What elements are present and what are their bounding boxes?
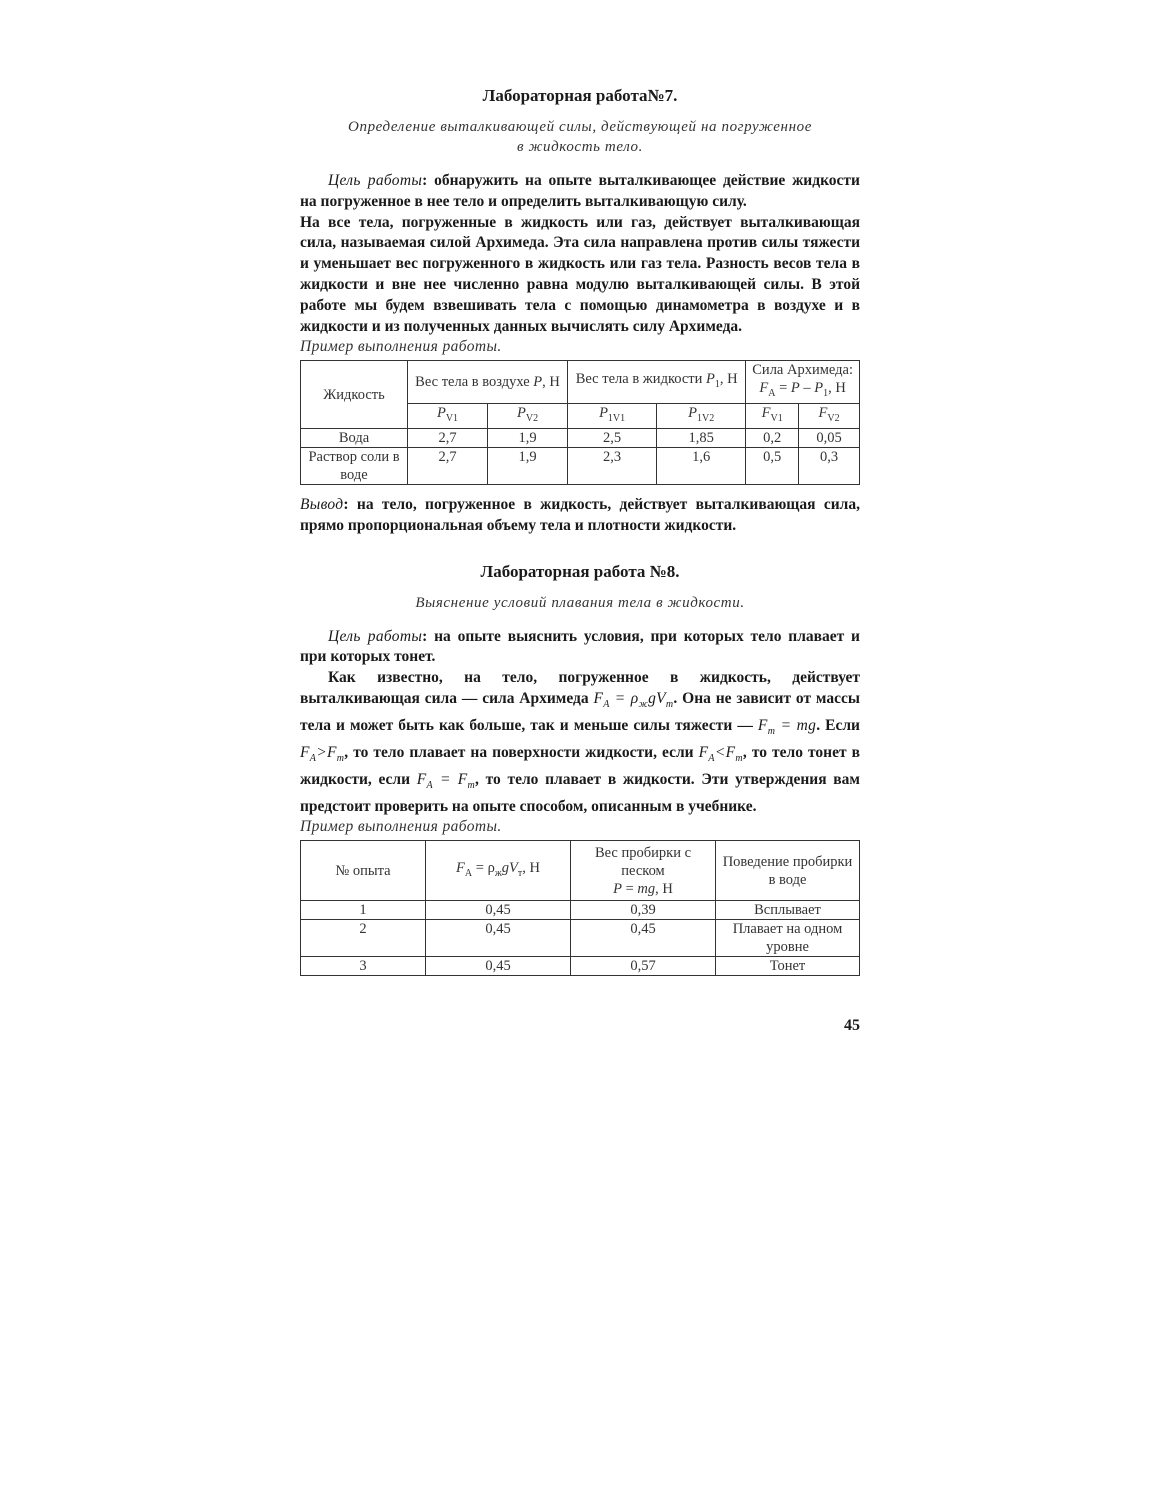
cell-value: 2,7: [408, 447, 488, 484]
cell-value: 0,3: [799, 447, 860, 484]
col-fa: $F_A = \rho_жgV_т$, Н: [426, 841, 571, 901]
lab7-table: [300, 360, 860, 485]
lab8-subtitle: Выяснение условий плавания тела в жидкости.: [415, 594, 745, 611]
lab8-table: [300, 840, 860, 976]
table-header-row: [301, 841, 860, 901]
lab7-goal: [300, 171, 860, 213]
cell-value: 1,85: [657, 428, 746, 447]
table-row: [301, 428, 860, 447]
cell-num: 2: [301, 920, 426, 957]
cell-behavior: Плавает на одном уровне: [716, 920, 860, 957]
cell-p: 0,57: [571, 957, 716, 976]
lab8-title: Лабораторная работа №8.: [480, 561, 680, 581]
lab7-subtitle: [300, 117, 860, 157]
lab7-subtitle-line2: в жидкость тело.: [516, 139, 643, 155]
cell-num: 3: [301, 957, 426, 976]
cell-value: 2,3: [568, 447, 657, 484]
lab8-body: Как известно, на тело, погруженное в жидкость, действует выталкивающая сила — сила Архимеда $F_A = \rho_жgV_т$. Она не зависит от массы тела и может быть как больше, так и меньше силы тяжести — $F_т$ = mg. Если $F_A>F_т$, то тело плавает на поверхности жидкости, если $F_A<F_т$, то тело тонет в жидкости, если $F_A = F_т$, то тело плавает в жидкости. Эти утверждения вам предстоит проверить на опыте способом, описанным в учебнике.: [300, 669, 860, 815]
lab8-goal-label: Цель работы: [328, 627, 423, 645]
cell-behavior: Тонет: [716, 957, 860, 976]
table-row: [301, 957, 860, 976]
lab7-example-label: Пример выполнения работы.: [300, 338, 502, 356]
col-behavior: Поведение пробирки в воде: [716, 841, 860, 901]
cell-fa: 0,45: [426, 920, 571, 957]
lab7-conclusion-text: : на тело, погруженное в жидкость, действует выталкивающая сила, прямо пропорциональная объему тела и плотности жидкости.: [300, 495, 860, 534]
cell-num: 1: [301, 901, 426, 920]
table-header-row: [301, 361, 860, 404]
lab8-example-label: Пример выполнения работы.: [300, 818, 502, 836]
cell-value: 1,6: [657, 447, 746, 484]
document-page: [300, 85, 860, 1034]
lab7-goal-text: : обнаружить на опыте выталкивающее действие жидкости на погруженное в нее тело и определить выталкивающую силу.: [300, 172, 860, 210]
col-weight: Вес пробирки с песком P = mg, Н: [571, 841, 716, 901]
lab7-goal-label: Цель работы: [328, 172, 423, 189]
cell-p: 0,45: [571, 920, 716, 957]
cell-value: 0,5: [746, 447, 799, 484]
cell-fa: 0,45: [426, 901, 571, 920]
lab8-goal-text: : на опыте выяснить условия, при которых тело плавает и при которых тонет.: [300, 627, 860, 666]
cell-value: 1,9: [488, 447, 568, 484]
table-row: [301, 447, 860, 484]
cell-behavior: Всплывает: [716, 901, 860, 920]
col-liquid: Жидкость: [301, 361, 408, 429]
cell-value: 0,2: [746, 428, 799, 447]
cell-liquid: Вода: [301, 428, 408, 447]
col-archimedes: Сила Архимеда: $F_A = P - P_1$, Н: [746, 361, 860, 404]
lab7-title: Лабораторная работа№7.: [482, 86, 678, 105]
col-num: № опыта: [301, 841, 426, 901]
col-liquid-weight: Вес тела в жидкости $P_1$, Н: [568, 361, 746, 404]
subcol-pv2: $P_{V2}$: [488, 404, 568, 429]
cell-value: 1,9: [488, 428, 568, 447]
cell-value: 2,5: [568, 428, 657, 447]
subcol-fv1: $F_{V1}$: [746, 404, 799, 429]
subcol-fv2: $F_{V2}$: [799, 404, 860, 429]
table-row: [301, 920, 860, 957]
lab8-goal: [300, 627, 860, 669]
subcol-p1v2: $P_{1V2}$: [657, 404, 746, 429]
lab7-subtitle-line1: Определение выталкивающей силы, действующей на погруженное: [348, 119, 812, 135]
cell-value: 2,7: [408, 428, 488, 447]
lab7-conclusion-label: Вывод: [300, 495, 344, 513]
col-air-weight: Вес тела в воздухе P, Н: [408, 361, 568, 404]
subcol-pv1: $P_{V1}$: [408, 404, 488, 429]
page-number: 45: [844, 1017, 860, 1034]
table-row: [301, 901, 860, 920]
lab7-conclusion: [300, 495, 860, 537]
cell-fa: 0,45: [426, 957, 571, 976]
cell-p: 0,39: [571, 901, 716, 920]
subcol-p1v1: $P_{1V1}$: [568, 404, 657, 429]
cell-value: 0,05: [799, 428, 860, 447]
cell-liquid: Раствор соли в воде: [301, 447, 408, 484]
lab7-body: На все тела, погруженные в жидкость или газ, действует выталкивающая сила, называемая силой Архимеда. Эта сила направлена против силы тяжести и уменьшает вес погруженного в жидкость или газ тела. Разность весов тела в жидкости и вне нее численно равна модулю выталкивающей силы. В этой работе мы будем взвешивать тела с помощью динамометра в воздухе и в жидкости и из полученных данных вычислять силу Архимеда.: [300, 213, 860, 335]
